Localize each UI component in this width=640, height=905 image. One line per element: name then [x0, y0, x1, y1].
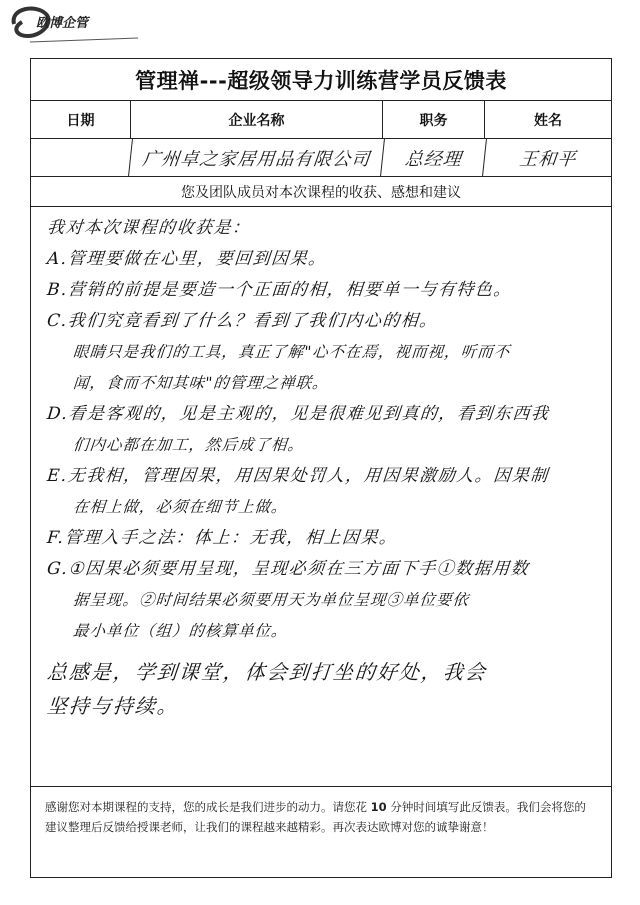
- header-company: 企业名称: [131, 101, 383, 138]
- feedback-line: D.看是客观的，见是主观的，见是很难见到真的，看到东西我: [46, 404, 551, 424]
- date-value: [29, 139, 133, 176]
- thank-you-note: [31, 787, 611, 877]
- company-logo: [6, 2, 146, 46]
- feedback-line: A.管理要做在心里，要回到因果。: [46, 249, 328, 269]
- feedback-line: 在相上做，必须在细节上做。: [72, 498, 289, 516]
- feedback-prompt: 您及团队成员对本次课程的收获、感想和建议: [31, 177, 611, 207]
- feedback-form: [30, 58, 612, 878]
- company-value: 广州卓之家居用品有限公司: [129, 139, 385, 176]
- header-name: 姓名: [534, 112, 562, 129]
- feedback-line: 眼睛只是我们的工具，真正了解"心不在焉，视而视，听而不: [72, 343, 511, 361]
- feedback-line: 我对本次课程的收获是：: [46, 218, 252, 238]
- value-row: [31, 139, 611, 177]
- feedback-line: 总感是，学到课堂，体会到打坐的好处，我会: [45, 660, 489, 684]
- position-value: 总经理: [381, 139, 487, 176]
- footer-text-end: 分钟时间填写此反馈表。我们会将您的建议整理后反馈给授课老师，让我们的课程越来越精彩。再次表达欧博对您的诚挚谢意！: [45, 800, 586, 834]
- feedback-line: 据呈现。②时间结果必须要用天为单位呈现③单位要依: [72, 591, 470, 609]
- feedback-line: B.营销的前提是要造一个正面的相，相要单一与有特色。: [46, 280, 513, 300]
- logo-text: 欧博企管: [36, 16, 89, 31]
- footer-minutes: 10: [370, 800, 387, 814]
- feedback-line: 最小单位（组）的核算单位。: [72, 622, 289, 640]
- footer-text-start: 感谢您对本期课程的支持，您的成长是我们进步的动力。请您花: [45, 800, 371, 814]
- feedback-line: E.无我相，管理因果，用因果处罚人，用因果激励人。因果制: [46, 466, 550, 486]
- feedback-line: F.管理入手之法：体上：无我，相上因果。: [46, 528, 399, 548]
- feedback-line: C.我们究竟看到了什么？看到了我们内心的相。: [46, 311, 439, 331]
- feedback-line: 坚持与持续。: [45, 694, 181, 718]
- feedback-line: G.①因果必须要用呈现，呈现必须在三方面下手①数据用数: [46, 559, 531, 579]
- form-title: 管理禅---超级领导力训练营学员反馈表: [31, 59, 611, 101]
- header-date: 日期: [31, 101, 131, 138]
- header-row: [31, 101, 611, 139]
- feedback-line: 们内心都在加工，然后成了相。: [72, 436, 305, 454]
- feedback-line: 闻，食而不知其味"的管理之禅联。: [72, 374, 330, 392]
- handwritten-feedback: [31, 207, 611, 787]
- header-position: 职务: [383, 101, 485, 138]
- name-value: 王和平: [518, 148, 578, 170]
